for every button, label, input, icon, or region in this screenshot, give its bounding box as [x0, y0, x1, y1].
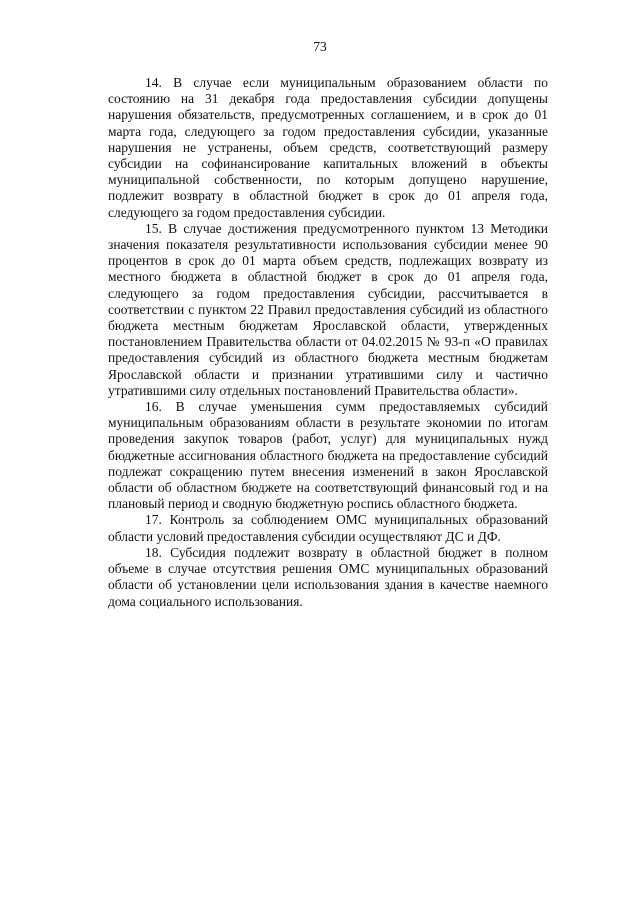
paragraph-16: 16. В случае уменьшения сумм предоставляемых субсидий муниципальным образованиям области в результате экономии по итогам проведения закупок товаров (работ, услуг) для муниципальных нужд бюджетные ассигнования областного бюджета на предоставление субсидий подлежат сокращению путем внесения изменений в закон Ярославской области об областном бюджете на соответствующий финансовый год и на плановый период и сводную бюджетную роспись областного бюджета.: [108, 399, 548, 512]
document-body: [108, 75, 548, 610]
paragraph-17: 17. Контроль за соблюдением ОМС муниципальных образований области условий предоставления субсидии осуществляют ДС и ДФ.: [108, 512, 548, 544]
paragraph-18: 18. Субсидия подлежит возврату в областной бюджет в полном объеме в случае отсутствия решения ОМС муниципальных образований области об установлении цели использования здания в качестве наемного дома социального использования.: [108, 544, 548, 609]
paragraph-14: 14. В случае если муниципальным образованием области по состоянию на 31 декабря года предоставления субсидии допущены нарушения обязательств, предусмотренных соглашением, и в срок до 01 марта года, следующего за годом предоставления субсидии, указанные нарушения не устранены, объем средств, соответствующий размеру субсидии на софинансирование капитальных вложений в объекты муниципальной собственности, по которым допущено нарушение, подлежит возврату в областной бюджет в срок до 01 апреля года, следующего за годом предоставления субсидии.: [108, 75, 548, 220]
paragraph-15: 15. В случае достижения предусмотренного пунктом 13 Методики значения показателя результативности использования субсидии менее 90 процентов в срок до 01 марта объем средств, подлежащих возврату из местного бюджета в областной бюджет в срок до 01 апреля года, следующего за годом предоставления субсидии, рассчитывается в соответствии с пунктом 22 Правил предоставления субсидий из областного бюджета местным бюджетам Ярославской области, утвержденных постановлением Правительства области от 04.02.2015 № 93-п «О правилах предоставления субсидий из областного бюджета местным бюджетам Ярославской области и признании утратившими силу и частично утратившими силу отдельных постановлений Правительства области».: [108, 220, 548, 398]
page-number: 73: [313, 39, 327, 54]
